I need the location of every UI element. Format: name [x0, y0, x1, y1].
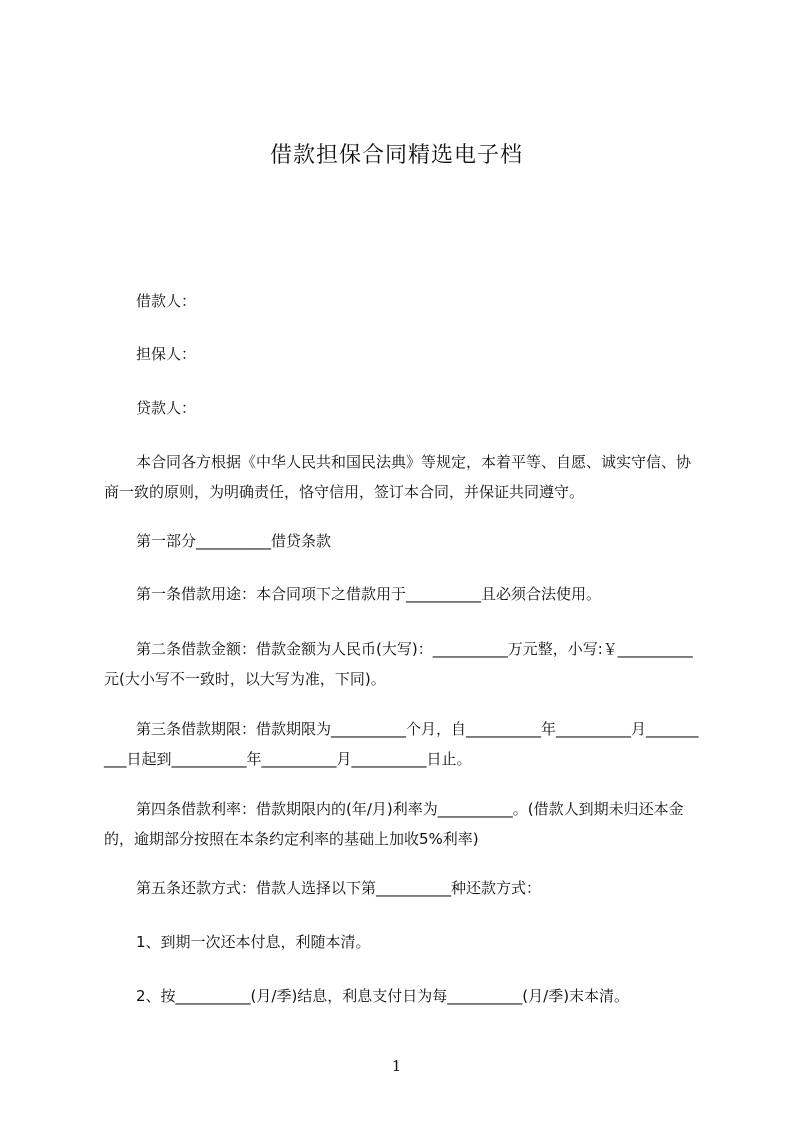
paragraph-article-1: 第一条借款用途：本合同项下之借款用于__________且必须合法使用。	[136, 585, 602, 603]
paragraph-borrower: 借款人：	[136, 292, 197, 310]
paragraph-article-4: 第四条借款利率：借款期限内的(年/月)利率为__________。(借款人到期未归还本金的，逾期部分按照在本条约定利率的基础上加收5%利率)	[104, 800, 684, 848]
paragraph-part-one: 第一部分__________借贷条款	[136, 532, 332, 550]
paragraph-option-2: 2、按__________(月/季)结息，利息支付日为每__________(月/季)末本清。	[136, 987, 630, 1005]
paragraph-lender: 贷款人：	[136, 399, 197, 417]
paragraph-option-1: 1、到期一次还本付息，利随本清。	[136, 933, 371, 951]
paragraph-guarantor: 担保人：	[136, 345, 197, 363]
page-number: 1	[391, 1057, 402, 1075]
paragraph-preamble: 本合同各方根据《中华人民共和国民法典》等规定，本着平等、自愿、诚实守信、协商一致的原则，为明确责任，恪守信用，签订本合同，并保证共同遵守。	[104, 453, 692, 501]
paragraph-article-5: 第五条还款方式：借款人选择以下第__________种还款方式：	[136, 879, 542, 897]
paragraph-article-3: 第三条借款期限：借款期限为__________个月，自__________年__________月__________日起到__________年__________月__________日止。	[104, 720, 699, 768]
paragraph-article-2: 第二条借款金额：借款金额为人民币(大写)：__________万元整，小写:￥__________元(大小写不一致时，以大写为准，下同)。	[104, 640, 693, 688]
document-title: 借款担保合同精选电子档	[269, 143, 523, 168]
